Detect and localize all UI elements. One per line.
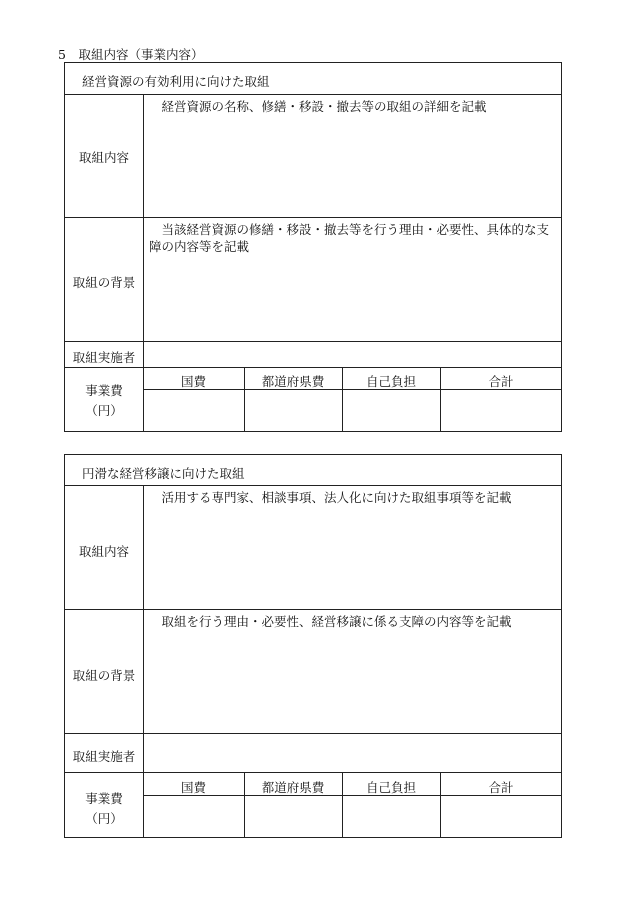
background-field[interactable]: 当該経営資源の修繕・移設・撤去等を行う理由・必要性、具体的な支障の内容等を記載	[149, 222, 550, 254]
section-business-transfer	[64, 454, 562, 838]
cost-col-self: 自己負担	[365, 374, 416, 389]
implementer-field[interactable]	[144, 342, 561, 366]
cost-input-self[interactable]	[343, 390, 440, 432]
content-field[interactable]: 経営資源の名称、修繕・移設・撤去等の取組の詳細を記載	[149, 99, 487, 114]
cost-label: 事業費	[85, 791, 123, 806]
cost-unit-label: （円）	[85, 403, 123, 418]
cost-col-prefectural: 都道府県費	[261, 780, 325, 795]
cost-input-national[interactable]	[144, 796, 244, 838]
implementer-label: 取組実施者	[72, 749, 136, 764]
cost-col-total: 合計	[488, 374, 514, 389]
cost-input-self[interactable]	[343, 796, 440, 838]
content-field[interactable]: 活用する専門家、相談事項、法人化に向けた取組事項等を記載	[149, 490, 512, 505]
section-title: 経営資源の有効利用に向けた取組	[82, 74, 270, 89]
cost-input-total[interactable]	[441, 796, 562, 838]
cost-input-prefectural[interactable]	[245, 390, 342, 432]
section-resource-utilization	[64, 62, 562, 432]
section-heading: 5 取組内容（事業内容）	[58, 47, 204, 62]
cost-col-prefectural: 都道府県費	[261, 374, 325, 389]
cost-col-national: 国費	[180, 780, 206, 795]
background-label: 取組の背景	[72, 668, 136, 683]
background-field[interactable]: 取組を行う理由・必要性、経営移譲に係る支障の内容等を記載	[149, 614, 512, 629]
background-label: 取組の背景	[72, 275, 136, 290]
implementer-field[interactable]	[144, 734, 561, 771]
cost-col-total: 合計	[488, 780, 514, 795]
cost-input-total[interactable]	[441, 390, 562, 432]
implementer-label: 取組実施者	[72, 350, 136, 365]
cost-col-self: 自己負担	[365, 780, 416, 795]
section-title: 円滑な経営移譲に向けた取組	[82, 466, 245, 481]
cost-input-prefectural[interactable]	[245, 796, 342, 838]
cost-label: 事業費	[85, 383, 123, 398]
cost-unit-label: （円）	[85, 811, 123, 826]
cost-input-national[interactable]	[144, 390, 244, 432]
content-label: 取組内容	[78, 544, 129, 559]
content-label: 取組内容	[78, 150, 129, 165]
cost-col-national: 国費	[180, 374, 206, 389]
